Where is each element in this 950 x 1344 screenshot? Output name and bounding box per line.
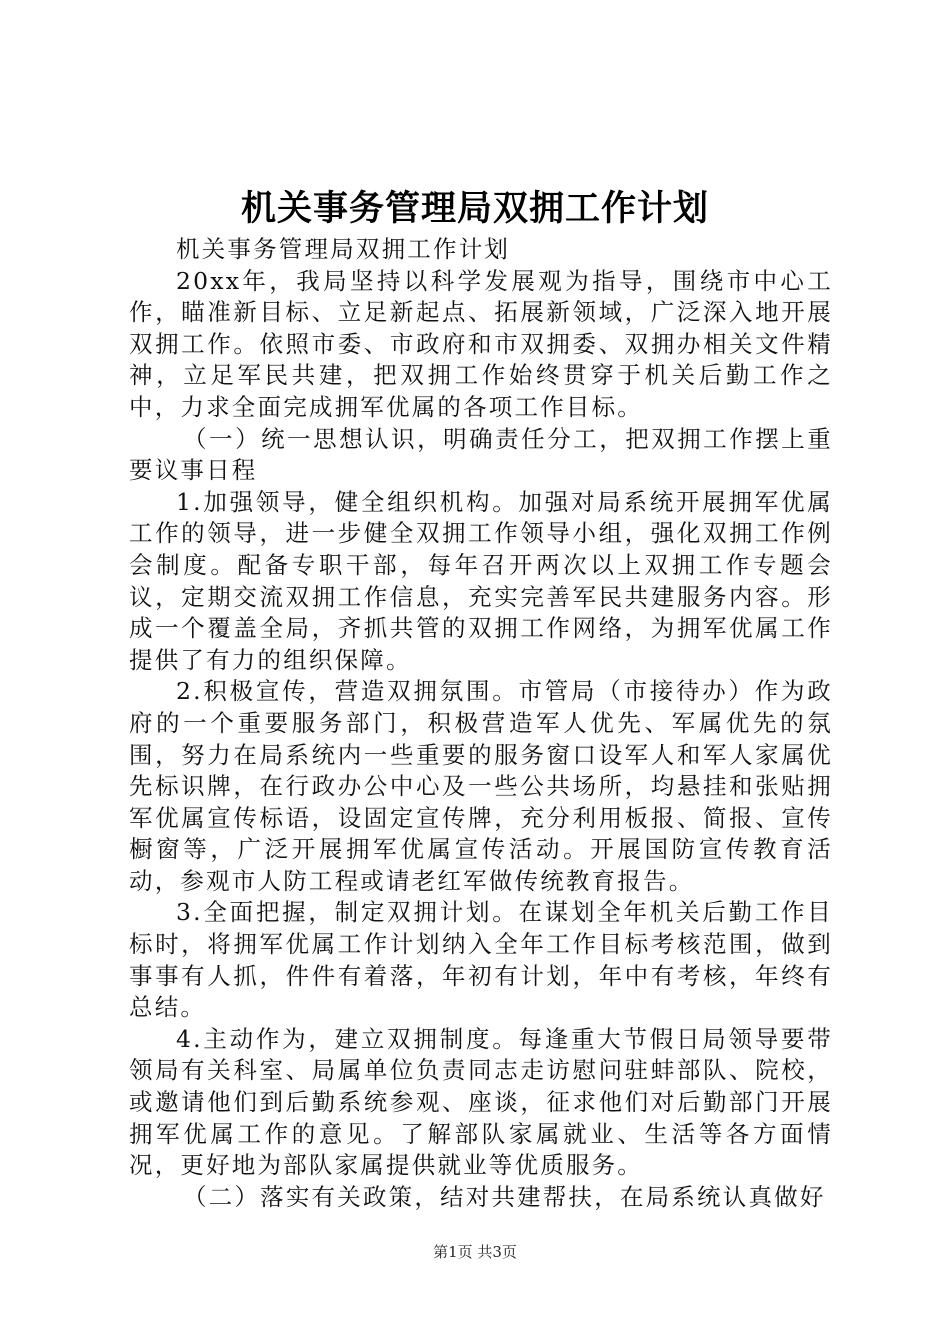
item-paragraph-2: 2.积极宣传，营造双拥氛围。市管局（市接待办）作为政府的一个重要服务部门，积极营造军人优先、军属优先的氛围，努力在局系统内一些重要的服务窗口设军人和军人家属优先标识牌，在行政办公中心及一些公共场所，均悬挂和张贴拥军优属宣传标语，设固定宣传牌，充分利用板报、简报、宣传橱窗等，广泛开展拥军优属宣传活动。开展国防宣传教育活动，参观市人防工程或请老红军做传统教育报告。 — [129, 677, 833, 895]
section-heading-2: （二）落实有关政策，结对共建帮扶，在局系统认真做好 — [183, 1182, 826, 1211]
subtitle-paragraph: 机关事务管理局双拥工作计划 — [176, 235, 511, 263]
page-number-footer: 第1页 共3页 — [433, 1243, 517, 1261]
document-body — [129, 234, 833, 1213]
section-heading-1: （一）统一思想认识，明确责任分工，把双拥工作摆上重要议事日程 — [129, 424, 833, 485]
item-paragraph-3: 3.全面把握，制定双拥计划。在谋划全年机关后勤工作目标时，将拥军优属工作计划纳入全年工作目标考核范围，做到事事有人抓，件件有着落，年初有计划，年中有考核，年终有总结。 — [129, 898, 833, 1022]
intro-paragraph: 20xx年，我局坚持以科学发展观为指导，围绕市中心工作，瞄准新目标、立足新起点、拓展新领域，广泛深入地开展双拥工作。依照市委、市政府和市双拥委、双拥办相关文件精神，立足军民共建，把双拥工作始终贯穿于机关后勤工作之中，力求全面完成拥军优属的各项工作目标。 — [129, 266, 833, 421]
item-paragraph-1: 1.加强领导，健全组织机构。加强对局系统开展拥军优属工作的领导，进一步健全双拥工作领导小组，强化双拥工作例会制度。配备专职干部，每年召开两次以上双拥工作专题会议，定期交流双拥工作信息，充实完善军民共建服务内容。形成一个覆盖全局，齐抓共管的双拥工作网络，为拥军优属工作提供了有力的组织保障。 — [129, 487, 833, 674]
document-title: 机关事务管理局双拥工作计划 — [240, 189, 709, 229]
item-paragraph-4: 4.主动作为，建立双拥制度。每逢重大节假日局领导要带领局有关科室、局属单位负责同志走访慰问驻蚌部队、院校，或邀请他们到后勤系统参观、座谈，征求他们对后勤部门开展拥军优属工作的意见。了解部队家属就业、生活等各方面情况，更好地为部队家属提供就业等优质服务。 — [129, 1024, 833, 1180]
